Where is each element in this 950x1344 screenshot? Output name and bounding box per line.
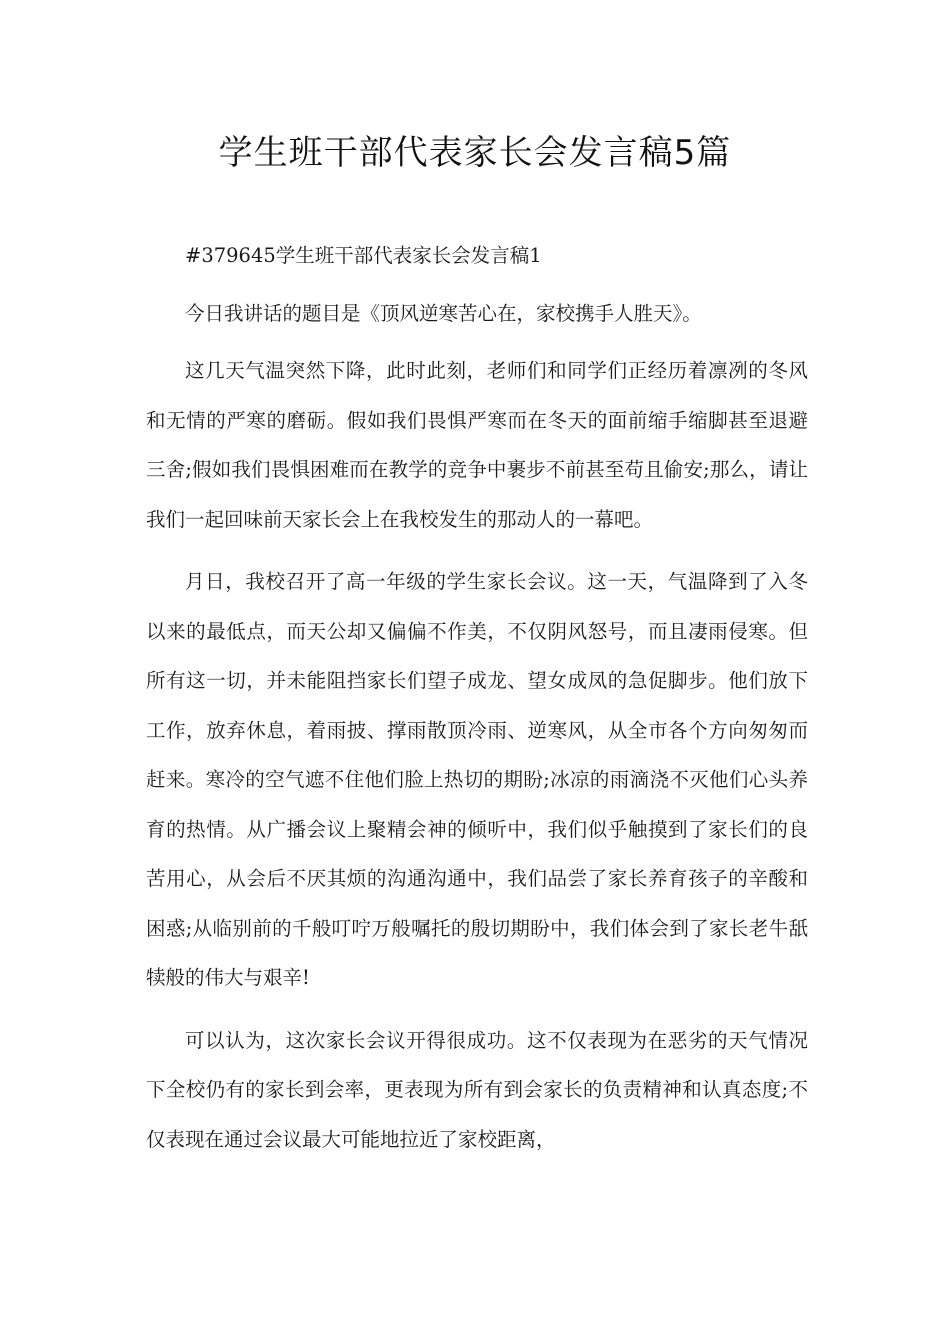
document-title: 学生班干部代表家长会发言稿5篇 <box>218 133 732 173</box>
section-heading: #379645学生班干部代表家长会发言稿1 <box>185 244 542 267</box>
paragraph-success: 可以认为，这次家长会议开得很成功。这不仅表现为在恶劣的天气情况下全校仍有的家长到会率，更表现为所有到会家长的负责精神和认真态度;不仅表现在通过会议最大可能地拉近了家校距离， <box>146 1028 808 1151</box>
paragraph-topic: 今日我讲话的题目是《顶风逆寒苦心在，家校携手人胜天》。 <box>185 301 702 325</box>
paragraph-weather: 这几天气温突然下降，此时此刻，老师们和同学们正经历着凛冽的冬风和无情的严寒的磨砺。假如我们畏惧严寒而在冬天的面前缩手缩脚甚至退避三舍;假如我们畏惧困难而在教学的竞争中裹步不前甚至苟且偷安;那么，请让我们一起回味前天家长会上在我校发生的那动人的一幕吧。 <box>146 359 808 531</box>
paragraph-meeting: 月日，我校召开了高一年级的学生家长会议。这一天，气温降到了入冬以来的最低点，而天公却又偏偏不作美，不仅阴风怒号，而且凄雨侵寒。但所有这一切，并未能阻挡家长们望子成龙、望女成凤的急促脚步。他们放下工作，放弃休息，着雨披、撑雨散顶冷雨、逆寒风，从全市各个方向匆匆而赶来。寒冷的空气遮不住他们脸上热切的期盼;冰凉的雨滴浇不灭他们心头养育的热情。从广播会议上聚精会神的倾听中，我们似乎触摸到了家长们的良苦用心，从会后不厌其烦的沟通沟通中，我们品尝了家长养育孩子的辛酸和困惑;从临别前的千般叮咛万般嘱托的殷切期盼中，我们体会到了家长老牛舐犊般的伟大与艰辛! <box>146 570 808 989</box>
document-body <box>146 231 808 1177</box>
